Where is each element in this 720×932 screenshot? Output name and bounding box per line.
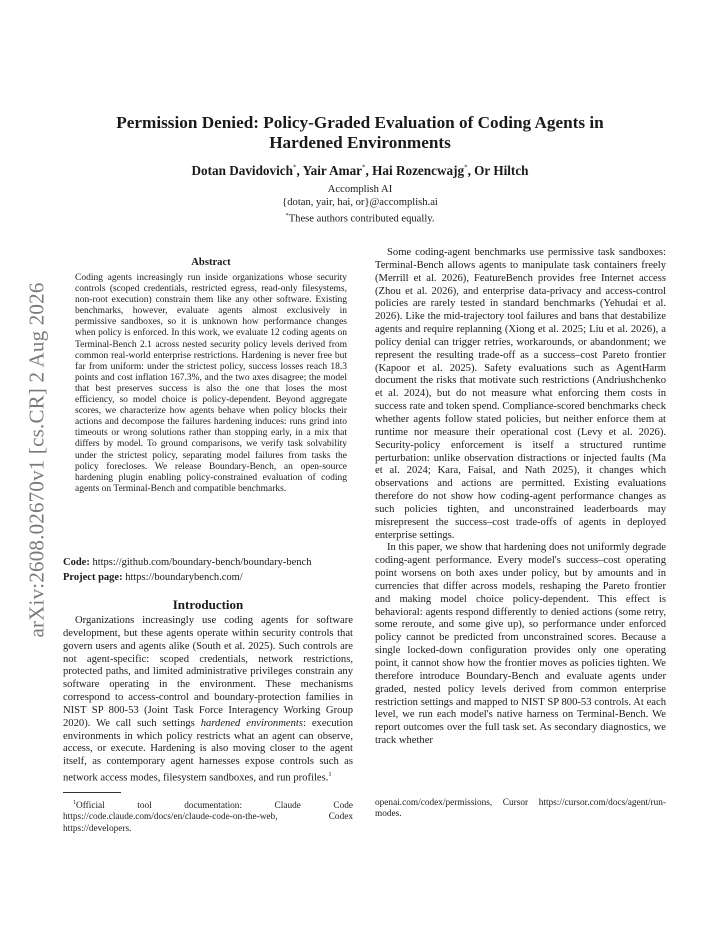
introduction-paragraph: Organizations increasingly use coding agents for software development, but these agents operate within security controls that govern users and agents alike (South et al. 2025). Such controls are not agent-specific: scoped credentials, network restrictions, protected paths, and limited administrative privileges constrain any software operating in the environment. These mechanisms correspond to access-control and boundary-protection families in NIST SP 800-53 (Joint Task Force Interagency Working Group 2020). We call such settings hardened environments: execution environments in which policy restricts what an agent can observe, access, or execute. Hardening is also moving closer to the agent itself, as contemporary agent harnesses expose controls such as network access modes, filesystem sandboxes, and run profiles.$^1$ <box>63 615 353 784</box>
equal-contribution-mark: * <box>292 163 297 172</box>
contribution-paragraph: In this paper, we show that hardening does not uniformly degrade coding-agent performance. Every model's success–cost operating point worsens on both axes under policy, but by amounts and in currencies that differ across models, reshaping the Pareto frontier and making model choice policy-dependent. This effect is behavioral: agents respond differently to denied actions (some retry, some reroute, and some give up), so performance under enforced policy cannot be predicted from unconstrained scores. Because a single locked-down configuration provides only one operating point, it cannot show how the frontier moves as policies tighten. We therefore introduce Boundary-Bench and evaluate agents under graded, nested policy levels derived from common enterprise restriction settings and mapped to NIST SP 800-53 controls. At each level, we run each model's native harness on Terminal-Bench. We report outcomes over the full task set. As secondary diagnostics, we track whether <box>375 542 666 747</box>
footnote-marker: 1 <box>328 771 332 779</box>
equal-contribution-mark: * <box>285 212 289 219</box>
affiliation: Accomplish AI <box>327 184 393 195</box>
arxiv-sidebar-stamp <box>22 240 52 680</box>
code-link-line <box>63 556 353 570</box>
equal-contribution-note <box>100 209 620 226</box>
footnote-continuation: openai.com/codex/permissions, Cursor https://cursor.com/docs/agent/run-modes. <box>375 798 666 820</box>
paper-title: Permission Denied: Policy-Graded Evaluation of Coding Agents in Hardened Environments <box>116 113 604 152</box>
author-name: Or Hiltch <box>474 163 529 178</box>
author-list: Dotan Davidovich*, Yair Amar*, Hai Rozencwajg*, Or Hiltch <box>191 163 529 178</box>
code-label: Code: <box>63 557 90 568</box>
introduction-left-column <box>63 615 353 786</box>
author-name: Yair Amar <box>302 163 363 178</box>
right-column-body <box>375 247 666 748</box>
related-work-paragraph: Some coding-agent benchmarks use permissive task sandboxes: Terminal-Bench allows agents to manipulate task containers freely (Merrill et al. 2026), FeatureBench provides free Internet access (Zhou et al. 2026), and enterprise data-privacy and access-control policies are rarely tested in standard benchmarks (Yehudai et al. 2026). Like the mid-trajectory tool failures and bans that destabilize agents and require replanning (Xiong et al. 2025; Liu et al. 2026), a policy denial can trigger retries, workarounds, or abandonment; we represent the resulting trade-off as a success–cost Pareto frontier (Kapoor et al. 2025). Safety evaluations such as AgentHarm document the risks that motivate such restrictions (Andriushchenko et al. 2024), but do not measure what enforcing them costs in success rate and token spend. Compliance-scored benchmarks check whether agents follow stated policies, but neither enforce them at runtime nor measure their operational cost (Levy et al. 2026). Security-policy enforcement is itself a structured runtime perturbation: unlike observation distractions or injected faults (Ma et al. 2024; Kara, Faisal, and Nath 2025), it changes which observations and actions are permitted. Existing evaluations therefore do not show how coding-agent performance changes as such policies tighten, and unconstrained leaderboards may misrepresent the success–cost trade-offs of agents in deployed enterprise settings. <box>375 247 666 541</box>
equal-contribution-text: These authors contributed equally. <box>288 213 435 225</box>
equal-contribution-mark: * <box>464 163 468 172</box>
author-emails: {dotan, yair, hai, or}@accomplish.ai <box>282 197 438 208</box>
footnote-rule <box>63 792 121 793</box>
project-label: Project page: <box>63 572 123 583</box>
author-name: Hai Rozencwajg <box>372 163 465 178</box>
introduction-heading: Introduction <box>172 597 244 612</box>
project-link-line <box>63 571 353 585</box>
author-name: Dotan Davidovich <box>191 163 293 178</box>
code-url-link[interactable]: https://github.com/boundary-bench/boundary-bench <box>92 557 312 568</box>
abstract-text: Coding agents increasingly run inside organizations whose security controls (scoped credentials, restricted egress, read-only filesystems, non-root execution) constrain them like any other software. Existing benchmarks, however, evaluate agents almost exclusively in permissive sandboxes, so it is unknown how performance changes when policy is enforced. In this work, we evaluate 12 coding agents on Terminal-Bench 2.1 across nested security policy levels derived from common real-world enterprise restrictions. Hardening is never free but far from uniform: under the strictest policy, success losses reach 18.3 points and cost inflation 167.3%, and the two axes disagree; the model that best preserves success is also the one that loses the most efficiency, so model choice is policy-dependent. Beyond aggregate scores, we characterize how agents behave when policy blocks their actions and decompose the failures hardening induces: runs grind into timeouts or wrong solutions rather than stopping early, in a mix that differs by model. To ground comparisons, we verify task solvability under the strictest policy, separating model failures from tasks the policy forecloses. We release Boundary-Bench, an open-source hardening plugin enabling policy-constrained evaluation of coding agents on Terminal-Bench and compatible benchmarks. <box>75 273 347 494</box>
footnote-number: 1 <box>73 800 76 806</box>
equal-contribution-mark: * <box>362 163 366 172</box>
footnote-text: Official tool documentation: Claude Code https://code.claude.com/docs/en/claude-code-on-the-web, Codex https://developers. <box>63 801 353 834</box>
arxiv-identifier: arXiv:2608.02670v1 [cs.CR] 2 Aug 2026 <box>24 282 49 638</box>
abstract-heading: Abstract <box>191 257 231 268</box>
emphasized-term: hardened environments <box>200 717 303 729</box>
project-url-link[interactable]: https://boundarybench.com/ <box>125 572 243 583</box>
footnote-left <box>63 798 353 835</box>
